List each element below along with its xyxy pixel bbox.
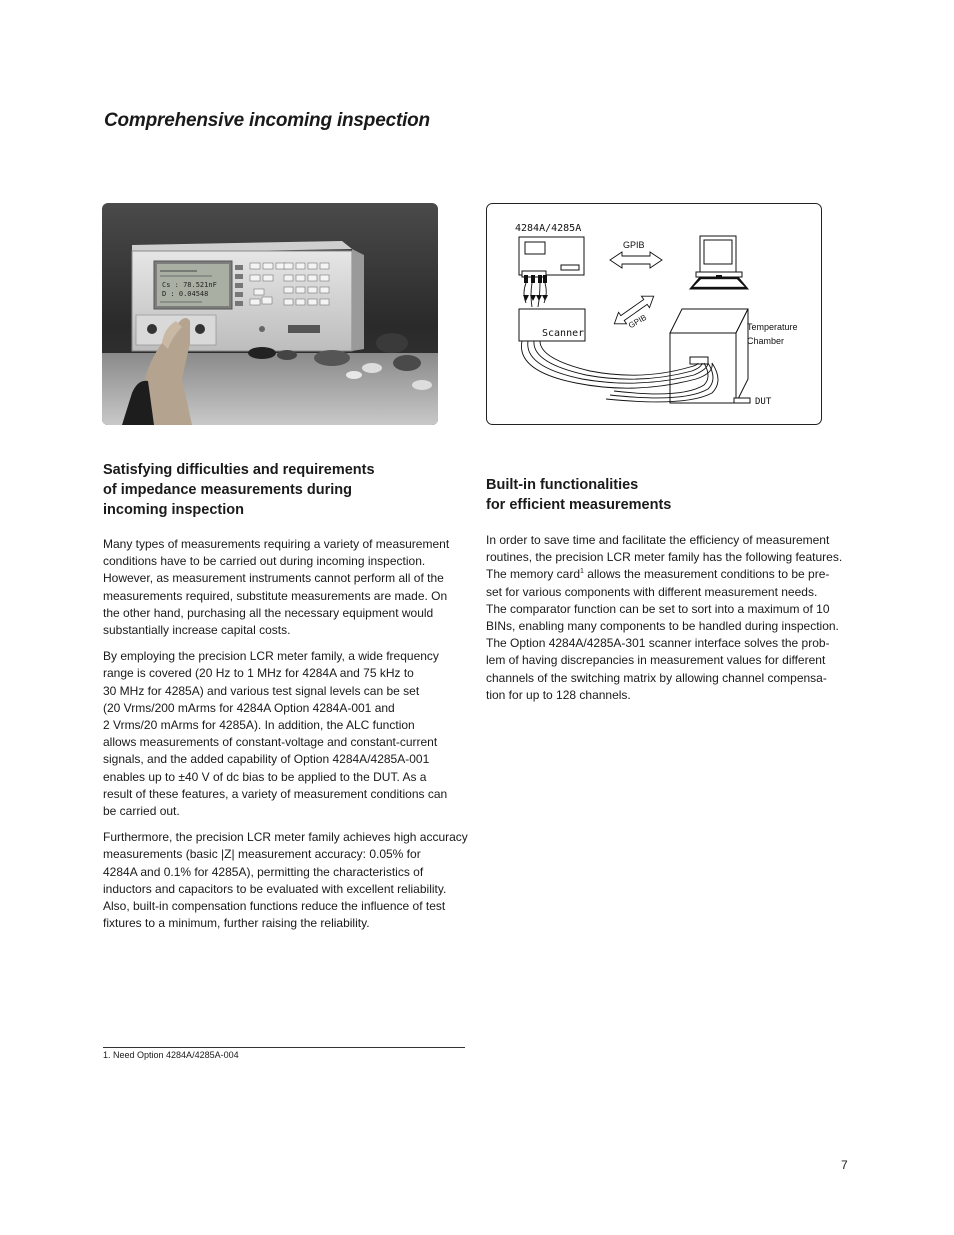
right-section-heading [486, 475, 671, 515]
chamber-label-line1: Temperature [747, 322, 798, 332]
text-line: However, as measurement instruments cannot perform all of the [103, 571, 444, 586]
text-line: BINs, enabling many components to be handled during inspection. [486, 619, 839, 634]
text-line: By employing the precision LCR meter family, a wide frequency [103, 649, 439, 664]
text-fragment: allows the measurement conditions to be pre- [583, 567, 830, 582]
text-line: result of these features, a variety of measurement conditions can [103, 786, 448, 801]
text-line: conditions have to be carried out during incoming inspection. [103, 554, 426, 569]
text-line: 2 Vrms/20 mArms for 4285A). In addition, the ALC function [103, 718, 415, 733]
scanner-icon [519, 309, 585, 341]
dut-label: DUT [755, 397, 772, 407]
footnote-divider [103, 1047, 465, 1048]
text-line: tion for up to 128 channels. [486, 687, 631, 702]
text-line: In order to save time and facilitate the efficiency of measurement [486, 533, 830, 547]
connection-diagram [486, 203, 822, 425]
text-line: fixtures to a minimum, further raising the reliability. [103, 916, 370, 931]
text-line [486, 566, 856, 583]
gpib-label-2: GPIB [627, 312, 649, 331]
text-line: Many types of measurements requiring a variety of measurement [103, 537, 450, 551]
text-line: enables up to ±40 V of dc bias to be applied to the DUT. As a [103, 769, 427, 784]
paragraph [486, 532, 856, 704]
instrument-label: 4284A/4285A [515, 223, 582, 234]
lcr-meter-photo [102, 203, 438, 425]
text-line: (20 Vrms/200 mArms for 4284A Option 4284A-001 and [103, 700, 395, 715]
text-line: lem of having discrepancies in measurement values for different [486, 653, 826, 668]
heading-line: Built-in functionalities [486, 477, 639, 493]
temperature-chamber-icon [670, 309, 748, 403]
chamber-label-line2: Chamber [747, 336, 785, 346]
text-line: substantially increase capital costs. [103, 623, 291, 638]
paragraph [103, 829, 469, 932]
text-line: be carried out. [103, 804, 180, 819]
footnote: 1. Need Option 4284A/4285A-004 [103, 1050, 239, 1060]
text-line: Also, built-in compensation functions reduce the influence of test [103, 899, 446, 914]
text-fragment: The memory card [486, 567, 581, 582]
text-line: measurements required, substitute measurements are made. On [103, 588, 448, 603]
left-section-heading [103, 460, 375, 520]
text-line: inductors and capacitors to be evaluated with excellent reliability. [103, 881, 447, 896]
paragraph [103, 536, 469, 639]
footnote-ref: 1 [580, 568, 584, 576]
heading-line: Satisfying difficulties and requirements [103, 462, 375, 478]
text-line: Furthermore, the precision LCR meter family achieves high accuracy [103, 830, 468, 845]
text-line: channels of the switching matrix by allowing channel compensa- [486, 670, 827, 685]
lcd-line-1: Cs : 78.521nF [162, 281, 217, 289]
left-section-body [103, 536, 469, 941]
text-line: 4284A and 0.1% for 4285A), permitting the characteristics of [103, 864, 424, 879]
text-line: routines, the precision LCR meter family has the following features. [486, 550, 843, 565]
text-line: The comparator function can be set to sort into a maximum of 10 [486, 601, 830, 616]
heading-line: incoming inspection [103, 502, 244, 518]
text-line: measurements (basic |Z| measurement accuracy: 0.05% for [103, 847, 421, 862]
dut-icon [734, 398, 750, 403]
text-line: The Option 4284A/4285A-301 scanner interface solves the prob- [486, 636, 830, 651]
text-line: 30 MHz for 4285A) and various test signal levels can be set [103, 683, 420, 698]
text-line: signals, and the added capability of Option 4284A/4285A-001 [103, 752, 430, 767]
gpib-label-1: GPIB [623, 240, 645, 250]
heading-line: for efficient measurements [486, 497, 672, 513]
right-section-body [486, 532, 856, 713]
text-line: set for various components with different measurement needs. [486, 584, 818, 599]
lcd-line-2: D : 0.04548 [162, 290, 209, 298]
scanner-label: Scanner [542, 328, 585, 339]
page-title: Comprehensive incoming inspection [104, 110, 430, 131]
text-line: the other hand, purchasing all the necessary equipment would [103, 605, 434, 620]
heading-line: of impedance measurements during [103, 482, 352, 498]
text-line: range is covered (20 Hz to 1 MHz for 4284A and 75 kHz to [103, 666, 414, 681]
page-number: 7 [841, 1158, 848, 1172]
text-line: allows measurements of constant-voltage and constant-current [103, 735, 438, 750]
paragraph [103, 648, 469, 820]
